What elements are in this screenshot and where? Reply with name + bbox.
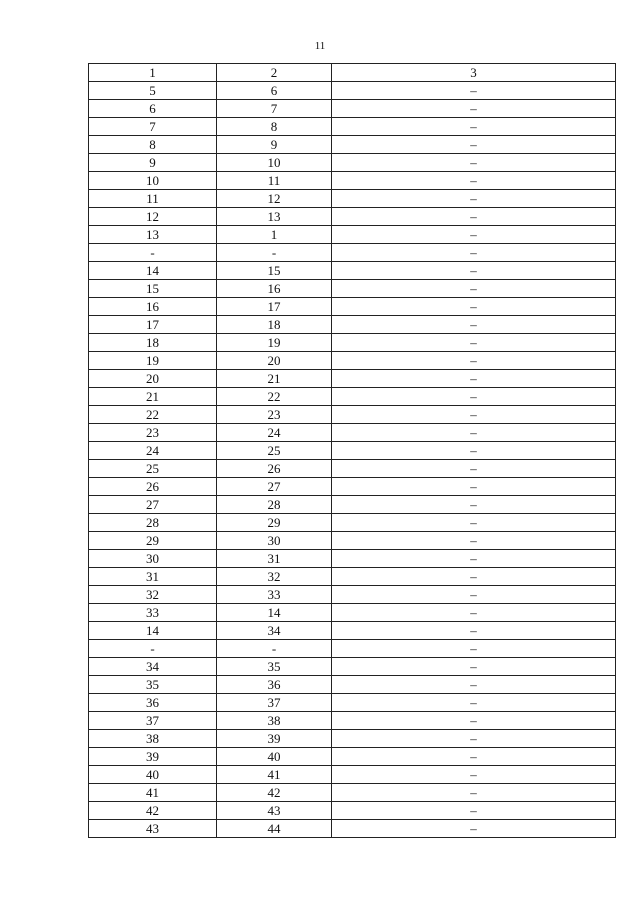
table-row bbox=[89, 586, 616, 604]
table-cell-col-3: – bbox=[332, 136, 616, 154]
table-cell-col-1: 21 bbox=[89, 388, 217, 406]
table-row bbox=[89, 208, 616, 226]
table-cell-col-2: 35 bbox=[217, 658, 332, 676]
table-cell-col-1: - bbox=[89, 640, 217, 658]
table-cell-col-3: – bbox=[332, 622, 616, 640]
table-row bbox=[89, 298, 616, 316]
table-cell-col-1: 22 bbox=[89, 406, 217, 424]
table-cell-col-2: 34 bbox=[217, 622, 332, 640]
table-cell-col-3: – bbox=[332, 118, 616, 136]
table-cell-col-2: 16 bbox=[217, 280, 332, 298]
table-cell-col-2: 41 bbox=[217, 766, 332, 784]
table-row bbox=[89, 802, 616, 820]
table-row bbox=[89, 370, 616, 388]
table-cell-col-1: 14 bbox=[89, 622, 217, 640]
table-row bbox=[89, 154, 616, 172]
table-row bbox=[89, 226, 616, 244]
table-cell-col-1: 28 bbox=[89, 514, 217, 532]
table-cell-col-3: – bbox=[332, 172, 616, 190]
table-cell-col-1: 15 bbox=[89, 280, 217, 298]
table-row bbox=[89, 460, 616, 478]
table-row bbox=[89, 316, 616, 334]
table-row bbox=[89, 658, 616, 676]
table-cell-col-2: 21 bbox=[217, 370, 332, 388]
table-cell-col-3: – bbox=[332, 244, 616, 262]
table-cell-col-1: 23 bbox=[89, 424, 217, 442]
table-cell-col-2: 40 bbox=[217, 748, 332, 766]
table-cell-col-1: 33 bbox=[89, 604, 217, 622]
table-cell-col-2: 24 bbox=[217, 424, 332, 442]
table-cell-col-3: – bbox=[332, 658, 616, 676]
table-row bbox=[89, 514, 616, 532]
table-cell-col-3: – bbox=[332, 208, 616, 226]
table-cell-col-1: 7 bbox=[89, 118, 217, 136]
table-row bbox=[89, 748, 616, 766]
table-row bbox=[89, 442, 616, 460]
table-cell-col-2: 39 bbox=[217, 730, 332, 748]
table-row bbox=[89, 712, 616, 730]
table-cell-col-3: – bbox=[332, 442, 616, 460]
table-cell-col-1: 41 bbox=[89, 784, 217, 802]
table-cell-col-3: – bbox=[332, 802, 616, 820]
table-row bbox=[89, 244, 616, 262]
table-cell-col-1: 32 bbox=[89, 586, 217, 604]
table-cell-col-1: 29 bbox=[89, 532, 217, 550]
table-cell-col-3: – bbox=[332, 496, 616, 514]
table-cell-col-3: – bbox=[332, 676, 616, 694]
table-cell-col-2: 7 bbox=[217, 100, 332, 118]
header-cell-col-3: 3 bbox=[332, 64, 616, 82]
table-cell-col-1: 25 bbox=[89, 460, 217, 478]
table-row bbox=[89, 424, 616, 442]
table-cell-col-3: – bbox=[332, 298, 616, 316]
header-cell-col-1: 1 bbox=[89, 64, 217, 82]
table-cell-col-3: – bbox=[332, 406, 616, 424]
table-row bbox=[89, 190, 616, 208]
table-row bbox=[89, 784, 616, 802]
table-cell-col-3: – bbox=[332, 190, 616, 208]
table-cell-col-3: – bbox=[332, 262, 616, 280]
table-cell-col-2: 37 bbox=[217, 694, 332, 712]
table-cell-col-2: 25 bbox=[217, 442, 332, 460]
table-cell-col-1: 27 bbox=[89, 496, 217, 514]
table-cell-col-2: 30 bbox=[217, 532, 332, 550]
table-cell-col-3: – bbox=[332, 82, 616, 100]
table-row bbox=[89, 406, 616, 424]
table-cell-col-3: – bbox=[332, 100, 616, 118]
table-row bbox=[89, 820, 616, 838]
table-row bbox=[89, 136, 616, 154]
table-cell-col-2: 6 bbox=[217, 82, 332, 100]
table-cell-col-3: – bbox=[332, 820, 616, 838]
table-cell-col-1: 12 bbox=[89, 208, 217, 226]
table-cell-col-2: 17 bbox=[217, 298, 332, 316]
table-cell-col-1: 43 bbox=[89, 820, 217, 838]
table-row bbox=[89, 262, 616, 280]
table-row bbox=[89, 622, 616, 640]
table-row bbox=[89, 334, 616, 352]
table-cell-col-3: – bbox=[332, 550, 616, 568]
table-cell-col-3: – bbox=[332, 694, 616, 712]
table-cell-col-3: – bbox=[332, 784, 616, 802]
table-cell-col-3: – bbox=[332, 460, 616, 478]
table-cell-col-2: 20 bbox=[217, 352, 332, 370]
table-cell-col-1: 13 bbox=[89, 226, 217, 244]
table-cell-col-1: 16 bbox=[89, 298, 217, 316]
table-cell-col-2: 10 bbox=[217, 154, 332, 172]
table-cell-col-3: – bbox=[332, 316, 616, 334]
table-cell-col-1: 17 bbox=[89, 316, 217, 334]
table-body bbox=[89, 64, 616, 838]
table-cell-col-2: 43 bbox=[217, 802, 332, 820]
table-cell-col-2: 28 bbox=[217, 496, 332, 514]
table-cell-col-2: 18 bbox=[217, 316, 332, 334]
table-row bbox=[89, 280, 616, 298]
table-cell-col-3: – bbox=[332, 604, 616, 622]
table-row bbox=[89, 118, 616, 136]
table-cell-col-1: 26 bbox=[89, 478, 217, 496]
table-cell-col-2: 12 bbox=[217, 190, 332, 208]
table-row bbox=[89, 478, 616, 496]
table-cell-col-2: 26 bbox=[217, 460, 332, 478]
table-cell-col-1: 9 bbox=[89, 154, 217, 172]
table-cell-col-2: 23 bbox=[217, 406, 332, 424]
table-cell-col-1: - bbox=[89, 244, 217, 262]
table-cell-col-2: 27 bbox=[217, 478, 332, 496]
table-row bbox=[89, 82, 616, 100]
table-cell-col-2: 14 bbox=[217, 604, 332, 622]
table-row bbox=[89, 640, 616, 658]
table-row bbox=[89, 172, 616, 190]
table-cell-col-3: – bbox=[332, 730, 616, 748]
table-cell-col-1: 36 bbox=[89, 694, 217, 712]
table-row bbox=[89, 694, 616, 712]
table-cell-col-1: 39 bbox=[89, 748, 217, 766]
table-cell-col-1: 11 bbox=[89, 190, 217, 208]
table-cell-col-3: – bbox=[332, 334, 616, 352]
table-cell-col-2: 29 bbox=[217, 514, 332, 532]
table-cell-col-3: – bbox=[332, 514, 616, 532]
header-cell-col-2: 2 bbox=[217, 64, 332, 82]
table-row bbox=[89, 532, 616, 550]
table-cell-col-1: 18 bbox=[89, 334, 217, 352]
table-cell-col-3: – bbox=[332, 154, 616, 172]
table-cell-col-1: 5 bbox=[89, 82, 217, 100]
table-cell-col-2: 22 bbox=[217, 388, 332, 406]
table-cell-col-2: 38 bbox=[217, 712, 332, 730]
table-cell-col-3: – bbox=[332, 532, 616, 550]
table-row bbox=[89, 766, 616, 784]
table-row bbox=[89, 496, 616, 514]
data-table bbox=[88, 63, 616, 838]
table-row bbox=[89, 388, 616, 406]
table-cell-col-3: – bbox=[332, 640, 616, 658]
table-cell-col-1: 37 bbox=[89, 712, 217, 730]
table-cell-col-2: 42 bbox=[217, 784, 332, 802]
table-cell-col-1: 40 bbox=[89, 766, 217, 784]
table-cell-col-3: – bbox=[332, 712, 616, 730]
table-cell-col-1: 24 bbox=[89, 442, 217, 460]
table-cell-col-2: 8 bbox=[217, 118, 332, 136]
table-cell-col-2: 15 bbox=[217, 262, 332, 280]
table-row bbox=[89, 550, 616, 568]
table-cell-col-3: – bbox=[332, 280, 616, 298]
table-header-row bbox=[89, 64, 616, 82]
table-cell-col-1: 14 bbox=[89, 262, 217, 280]
table-row bbox=[89, 100, 616, 118]
table-cell-col-3: – bbox=[332, 388, 616, 406]
table-cell-col-3: – bbox=[332, 424, 616, 442]
table-cell-col-3: – bbox=[332, 568, 616, 586]
table-cell-col-2: 31 bbox=[217, 550, 332, 568]
table-cell-col-3: – bbox=[332, 478, 616, 496]
table-cell-col-1: 20 bbox=[89, 370, 217, 388]
table-cell-col-1: 42 bbox=[89, 802, 217, 820]
table-cell-col-3: – bbox=[332, 370, 616, 388]
table-cell-col-2: 9 bbox=[217, 136, 332, 154]
table-cell-col-2: 19 bbox=[217, 334, 332, 352]
table-row bbox=[89, 676, 616, 694]
table-cell-col-2: 36 bbox=[217, 676, 332, 694]
table-cell-col-2: 13 bbox=[217, 208, 332, 226]
table-row bbox=[89, 730, 616, 748]
table-cell-col-2: 32 bbox=[217, 568, 332, 586]
table-cell-col-2: 1 bbox=[217, 226, 332, 244]
table-cell-col-3: – bbox=[332, 226, 616, 244]
table-cell-col-2: 33 bbox=[217, 586, 332, 604]
table-row bbox=[89, 568, 616, 586]
table-cell-col-3: – bbox=[332, 748, 616, 766]
page-number: 11 bbox=[314, 40, 326, 52]
table-row bbox=[89, 352, 616, 370]
table-cell-col-1: 19 bbox=[89, 352, 217, 370]
table-row bbox=[89, 604, 616, 622]
table-cell-col-3: – bbox=[332, 766, 616, 784]
table-cell-col-2: - bbox=[217, 244, 332, 262]
table-cell-col-1: 30 bbox=[89, 550, 217, 568]
table-cell-col-1: 34 bbox=[89, 658, 217, 676]
table-cell-col-1: 6 bbox=[89, 100, 217, 118]
table-cell-col-1: 8 bbox=[89, 136, 217, 154]
table-cell-col-1: 10 bbox=[89, 172, 217, 190]
table-cell-col-1: 31 bbox=[89, 568, 217, 586]
table-cell-col-2: 11 bbox=[217, 172, 332, 190]
table-cell-col-1: 35 bbox=[89, 676, 217, 694]
table-cell-col-3: – bbox=[332, 586, 616, 604]
table-cell-col-2: 44 bbox=[217, 820, 332, 838]
table-cell-col-2: - bbox=[217, 640, 332, 658]
table-cell-col-3: – bbox=[332, 352, 616, 370]
table-cell-col-1: 38 bbox=[89, 730, 217, 748]
